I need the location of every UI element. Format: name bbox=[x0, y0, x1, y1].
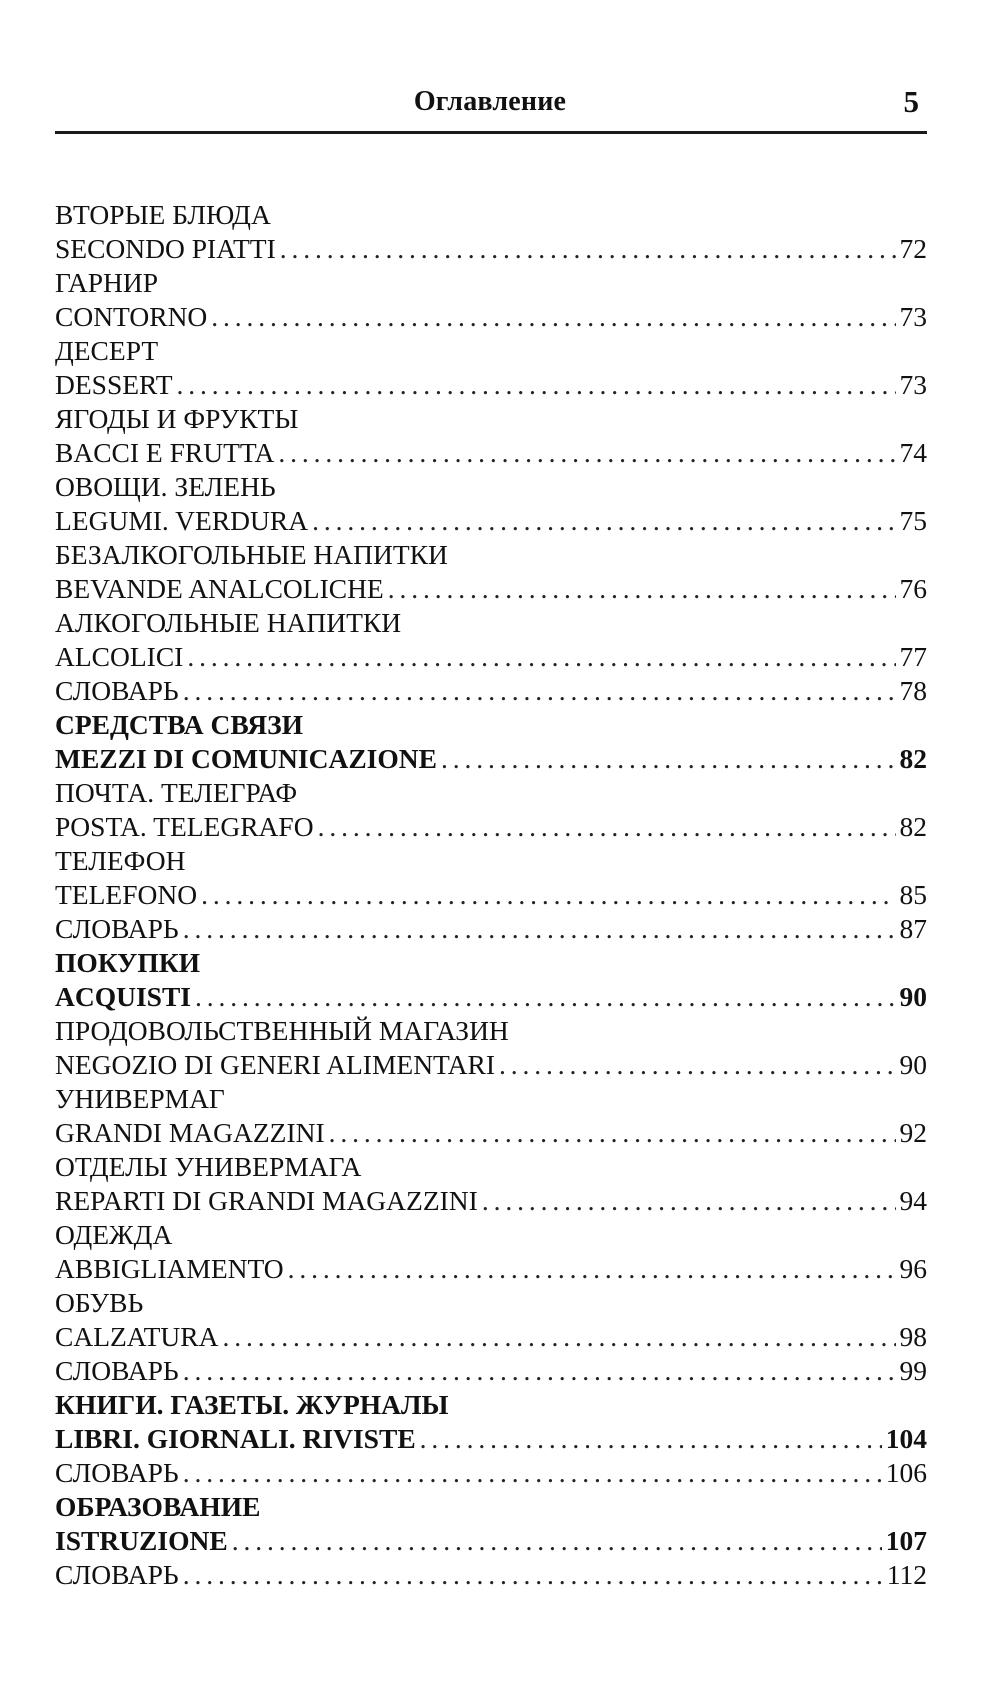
toc-section-heading bbox=[55, 1150, 927, 1184]
toc-entry-page: 82 bbox=[899, 811, 927, 842]
toc-entry bbox=[55, 810, 927, 844]
toc-entry-title: ISTRUZIONE bbox=[55, 1525, 228, 1556]
toc-entry-page: 75 bbox=[899, 505, 927, 536]
toc-entry-page: 85 bbox=[899, 879, 927, 910]
toc-entry-title: ОБРАЗОВАНИЕ bbox=[55, 1491, 261, 1522]
toc-entry bbox=[55, 1048, 927, 1082]
toc-entry-page: 90 bbox=[899, 1049, 927, 1080]
toc-entry bbox=[55, 640, 927, 674]
dot-leader bbox=[420, 1422, 882, 1456]
dot-leader bbox=[318, 810, 896, 844]
toc-section-heading bbox=[55, 1082, 927, 1116]
toc-entry-title: GRANDI MAGAZZINI bbox=[55, 1117, 325, 1148]
toc-entry-page: 99 bbox=[899, 1355, 927, 1386]
toc-section-heading bbox=[55, 1218, 927, 1252]
dot-leader bbox=[388, 572, 896, 606]
table-of-contents bbox=[55, 198, 927, 1592]
dot-leader bbox=[441, 742, 896, 776]
toc-entry bbox=[55, 1524, 927, 1558]
dot-leader bbox=[187, 640, 895, 674]
toc-entry-title: ПРОДОВОЛЬСТВЕННЫЙ МАГАЗИН bbox=[55, 1015, 509, 1046]
dot-leader bbox=[280, 232, 896, 266]
toc-section-heading bbox=[55, 776, 927, 810]
toc-entry-page: 76 bbox=[899, 573, 927, 604]
toc-entry bbox=[55, 368, 927, 402]
dot-leader bbox=[183, 1558, 883, 1592]
toc-entry-title: ВТОРЫЕ БЛЮДА bbox=[55, 199, 271, 230]
dot-leader bbox=[183, 912, 896, 946]
toc-entry-title: СЛОВАРЬ bbox=[55, 1355, 179, 1386]
toc-entry-title: ОТДЕЛЫ УНИВЕРМАГА bbox=[55, 1151, 362, 1182]
page-header bbox=[55, 86, 925, 126]
toc-section-heading bbox=[55, 266, 927, 300]
toc-entry-page: 94 bbox=[899, 1185, 927, 1216]
toc-section-heading bbox=[55, 470, 927, 504]
toc-entry-title: ALCOLICI bbox=[55, 641, 184, 672]
toc-section-heading bbox=[55, 946, 927, 980]
toc-entry-page: 112 bbox=[886, 1559, 927, 1590]
dot-leader bbox=[288, 1252, 896, 1286]
page-number: 5 bbox=[903, 84, 919, 119]
dot-leader bbox=[183, 1354, 896, 1388]
toc-entry-page: 74 bbox=[899, 437, 927, 468]
toc-entry-title: ТЕЛЕФОН bbox=[55, 845, 186, 876]
toc-section-heading bbox=[55, 1014, 927, 1048]
toc-entry bbox=[55, 980, 927, 1014]
toc-entry-title: СРЕДСТВА СВЯЗИ bbox=[55, 709, 304, 740]
toc-entry bbox=[55, 912, 927, 946]
toc-entry-title: ДЕСЕРТ bbox=[55, 335, 159, 366]
toc-section-heading bbox=[55, 538, 927, 572]
toc-entry-page: 87 bbox=[899, 913, 927, 944]
toc-entry bbox=[55, 300, 927, 334]
toc-entry-page: 104 bbox=[885, 1423, 927, 1454]
dot-leader bbox=[201, 878, 895, 912]
toc-entry-page: 96 bbox=[899, 1253, 927, 1284]
toc-entry-page: 73 bbox=[899, 369, 927, 400]
toc-entry bbox=[55, 1116, 927, 1150]
toc-entry bbox=[55, 504, 927, 538]
toc-entry bbox=[55, 742, 927, 776]
toc-entry-title: СЛОВАРЬ bbox=[55, 1457, 179, 1488]
toc-entry-title: BEVANDE ANALCOLICHE bbox=[55, 573, 384, 604]
toc-entry-title: POSTA. TELEGRAFO bbox=[55, 811, 314, 842]
toc-entry-title: ОДЕЖДА bbox=[55, 1219, 173, 1250]
toc-entry-title: ЯГОДЫ И ФРУКТЫ bbox=[55, 403, 299, 434]
toc-entry-title: ГАРНИР bbox=[55, 267, 159, 298]
toc-entry-title: АЛКОГОЛЬНЫЕ НАПИТКИ bbox=[55, 607, 402, 638]
toc-entry bbox=[55, 1558, 927, 1592]
dot-leader bbox=[482, 1184, 896, 1218]
toc-entry-title: УНИВЕРМАГ bbox=[55, 1083, 225, 1114]
toc-entry bbox=[55, 1184, 927, 1218]
toc-entry bbox=[55, 1354, 927, 1388]
toc-entry-page: 98 bbox=[899, 1321, 927, 1352]
toc-entry bbox=[55, 878, 927, 912]
dot-leader bbox=[195, 980, 895, 1014]
toc-entry-title: ПОЧТА. ТЕЛЕГРАФ bbox=[55, 777, 298, 808]
toc-entry-page: 73 bbox=[899, 301, 927, 332]
toc-section-heading bbox=[55, 1286, 927, 1320]
toc-entry-title: ОБУВЬ bbox=[55, 1287, 144, 1318]
page-title: Оглавление bbox=[413, 86, 567, 117]
toc-section-heading bbox=[55, 606, 927, 640]
dot-leader bbox=[211, 300, 895, 334]
dot-leader bbox=[232, 1524, 882, 1558]
toc-entry-title: LEGUMI. VERDURA bbox=[55, 505, 309, 536]
toc-entry-title: ABBIGLIAMENTO bbox=[55, 1253, 284, 1284]
toc-entry-title: ACQUISTI bbox=[55, 981, 192, 1012]
toc-entry bbox=[55, 1456, 927, 1490]
toc-entry-title: REPARTI DI GRANDI MAGAZZINI bbox=[55, 1185, 478, 1216]
toc-entry-title: ПОКУПКИ bbox=[55, 947, 201, 978]
dot-leader bbox=[312, 504, 895, 538]
toc-entry bbox=[55, 232, 927, 266]
toc-section-heading bbox=[55, 844, 927, 878]
dot-leader bbox=[222, 1320, 895, 1354]
toc-entry-title: BACCI E FRUTTA bbox=[55, 437, 275, 468]
toc-section-heading bbox=[55, 1490, 927, 1524]
toc-entry-title: СЛОВАРЬ bbox=[55, 1559, 179, 1590]
toc-entry-title: NEGOZIO DI GENERI ALIMENTARI bbox=[55, 1049, 496, 1080]
toc-entry-title: MEZZI DI COMUNICAZIONE bbox=[55, 743, 437, 774]
toc-entry bbox=[55, 1320, 927, 1354]
toc-entry-title: КНИГИ. ГАЗЕТЫ. ЖУРНАЛЫ bbox=[55, 1389, 449, 1420]
toc-entry bbox=[55, 1252, 927, 1286]
dot-leader bbox=[183, 1456, 882, 1490]
toc-entry bbox=[55, 572, 927, 606]
header-divider bbox=[55, 131, 927, 134]
toc-entry-title: SECONDO PIATTI bbox=[55, 233, 276, 264]
dot-leader bbox=[177, 368, 896, 402]
toc-entry bbox=[55, 674, 927, 708]
toc-entry-page: 106 bbox=[885, 1457, 927, 1488]
toc-entry-title: БЕЗАЛКОГОЛЬНЫЕ НАПИТКИ bbox=[55, 539, 448, 570]
dot-leader bbox=[499, 1048, 895, 1082]
toc-section-heading bbox=[55, 708, 927, 742]
dot-leader bbox=[278, 436, 895, 470]
toc-entry-page: 90 bbox=[899, 981, 927, 1012]
toc-entry bbox=[55, 1422, 927, 1456]
toc-entry-page: 107 bbox=[885, 1525, 927, 1556]
toc-entry-title: DESSERT bbox=[55, 369, 173, 400]
toc-section-heading bbox=[55, 1388, 927, 1422]
toc-entry-page: 78 bbox=[899, 675, 927, 706]
toc-entry-title: ОВОЩИ. ЗЕЛЕНЬ bbox=[55, 471, 276, 502]
toc-entry-title: СЛОВАРЬ bbox=[55, 675, 179, 706]
toc-section-heading bbox=[55, 334, 927, 368]
toc-entry-page: 77 bbox=[899, 641, 927, 672]
toc-entry-page: 82 bbox=[899, 743, 927, 774]
toc-section-heading bbox=[55, 402, 927, 436]
toc-entry-page: 72 bbox=[899, 233, 927, 264]
toc-entry-page: 92 bbox=[899, 1117, 927, 1148]
toc-entry-title: LIBRI. GIORNALI. RIVISTE bbox=[55, 1423, 416, 1454]
dot-leader bbox=[183, 674, 896, 708]
toc-entry-title: TELEFONO bbox=[55, 879, 198, 910]
toc-section-heading bbox=[55, 198, 927, 232]
dot-leader bbox=[329, 1116, 896, 1150]
toc-entry-title: CALZATURA bbox=[55, 1321, 219, 1352]
toc-entry-title: СЛОВАРЬ bbox=[55, 913, 179, 944]
toc-entry-title: CONTORNO bbox=[55, 301, 208, 332]
toc-entry bbox=[55, 436, 927, 470]
